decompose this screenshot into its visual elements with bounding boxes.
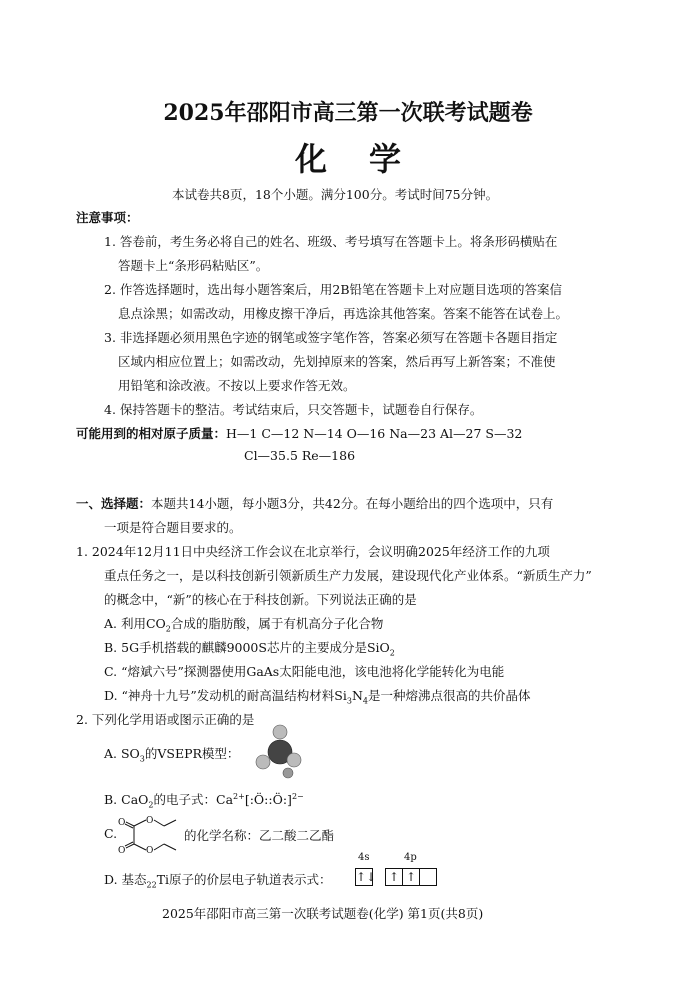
atomic-mass-values: H—1 C—12 N—14 O—16 Na—23 Al—27 S—32 [226,426,523,441]
orbital-4p-label: 4p [404,852,417,863]
svg-text:O: O [146,846,154,856]
atomic-mass-heading: 可能用到的相对原子质量： [76,426,227,441]
section-1-line [76,494,553,512]
note-line: 3. 非选择题必须用黑色字迹的钢笔或签字笔作答，答案必须写在答题卡各题目指定 [104,330,558,345]
notes-heading: 注意事项： [76,210,139,225]
q2-option-c-text: 的化学名称：乙二酸二乙酯 [184,828,335,843]
note-line: 用铅笔和涂改液。不按以上要求作答无效。 [118,378,356,393]
vsepr-model-image [250,724,310,780]
q2-option-b: B. CaO$_2$的电子式：$Ca^{2+}[:Ö::Ö:]^{2-}$ [104,791,304,810]
q1-option-b: B. 5G手机搭载的麒麟9000S芯片的主要成分是SiO$_2$ [104,640,395,658]
q1-option-d: D. “神舟十九号”发动机的耐高温结构材料$Si_3N_4$是一种熔沸点很高的共价晶体 [104,688,531,706]
page-title: 2025年邵阳市高三第一次联考试题卷 [163,100,533,126]
note-line: 息点涂黑；如需改动，用橡皮擦干净后，再选涂其他答案。答案不能答在试卷上。 [118,306,569,321]
note-line: 1. 答卷前，考生务必将自己的姓名、班级、考号填写在答题卡上。将条形码横贴在 [104,234,558,249]
section-1-text: 本题共14小题，每小题3分，共42分。在每小题给出的四个选项中，只有 [151,496,554,511]
q2-option-c-label: C. [104,826,118,841]
orbital-4p-boxes: ↑ ↑ [386,866,437,886]
atomic-mass-values-2: Cl—35.5 Re—186 [244,448,356,463]
q1-option-c: C. “熔斌六号”探测器使用GaAs太阳能电池，该电池将化学能转化为电能 [104,664,505,679]
svg-text:O: O [146,816,154,826]
svg-text:O: O [118,818,126,828]
q2-option-d: D. 基态$_{22}$Ti原子的价层电子轨道表示式： [104,872,332,890]
note-line: 答题卡上“条形码粘贴区”。 [118,258,269,273]
svg-text:O: O [118,846,126,856]
diethyl-oxalate-structure [118,812,182,858]
section-1-text-2: 一项是符合题目要求的。 [104,520,242,535]
note-line: 区域内相应位置上；如需改动，先划掉原来的答案，然后再写上新答案；不准使 [118,354,556,369]
q1-stem: 重点任务之一，是以科技创新引领新质生产力发展，建设现代化产业体系。“新质生产力” [104,568,592,583]
exam-info: 本试卷共8页，18个小题。满分100分。考试时间75分钟。 [172,187,499,202]
q2-stem: 2. 下列化学用语或图示正确的是 [76,712,255,727]
note-line: 4. 保持答题卡的整洁。考试结束后，只交答题卡，试题卷自行保存。 [104,402,483,417]
note-line: 2. 作答选择题时，选出每小题答案后，用2B铅笔在答题卡上对应题目选项的答案信 [104,282,563,297]
q1-stem: 的概念中，“新”的核心在于科技创新。下列说法正确的是 [104,592,417,607]
orbital-4s-box: ↑↓ [356,869,377,884]
subject-title: 化学 [294,140,443,178]
q1-stem: 1. 2024年12月11日中央经济工作会议在北京举行，会议明确2025年经济工作的九项 [76,544,550,559]
orbital-4s-label: 4s [358,852,370,863]
atomic-mass-line [76,424,522,442]
section-1-heading: 一、选择题： [76,496,152,511]
q1-option-a: A. 利用$CO_2$合成的脂肪酸，属于有机高分子化合物 [104,616,384,634]
page-footer: 2025年邵阳市高三第一次联考试题卷(化学) 第1页(共8页) [162,906,484,921]
q2-option-a: A. $SO_3$的VSEPR模型： [104,746,240,764]
